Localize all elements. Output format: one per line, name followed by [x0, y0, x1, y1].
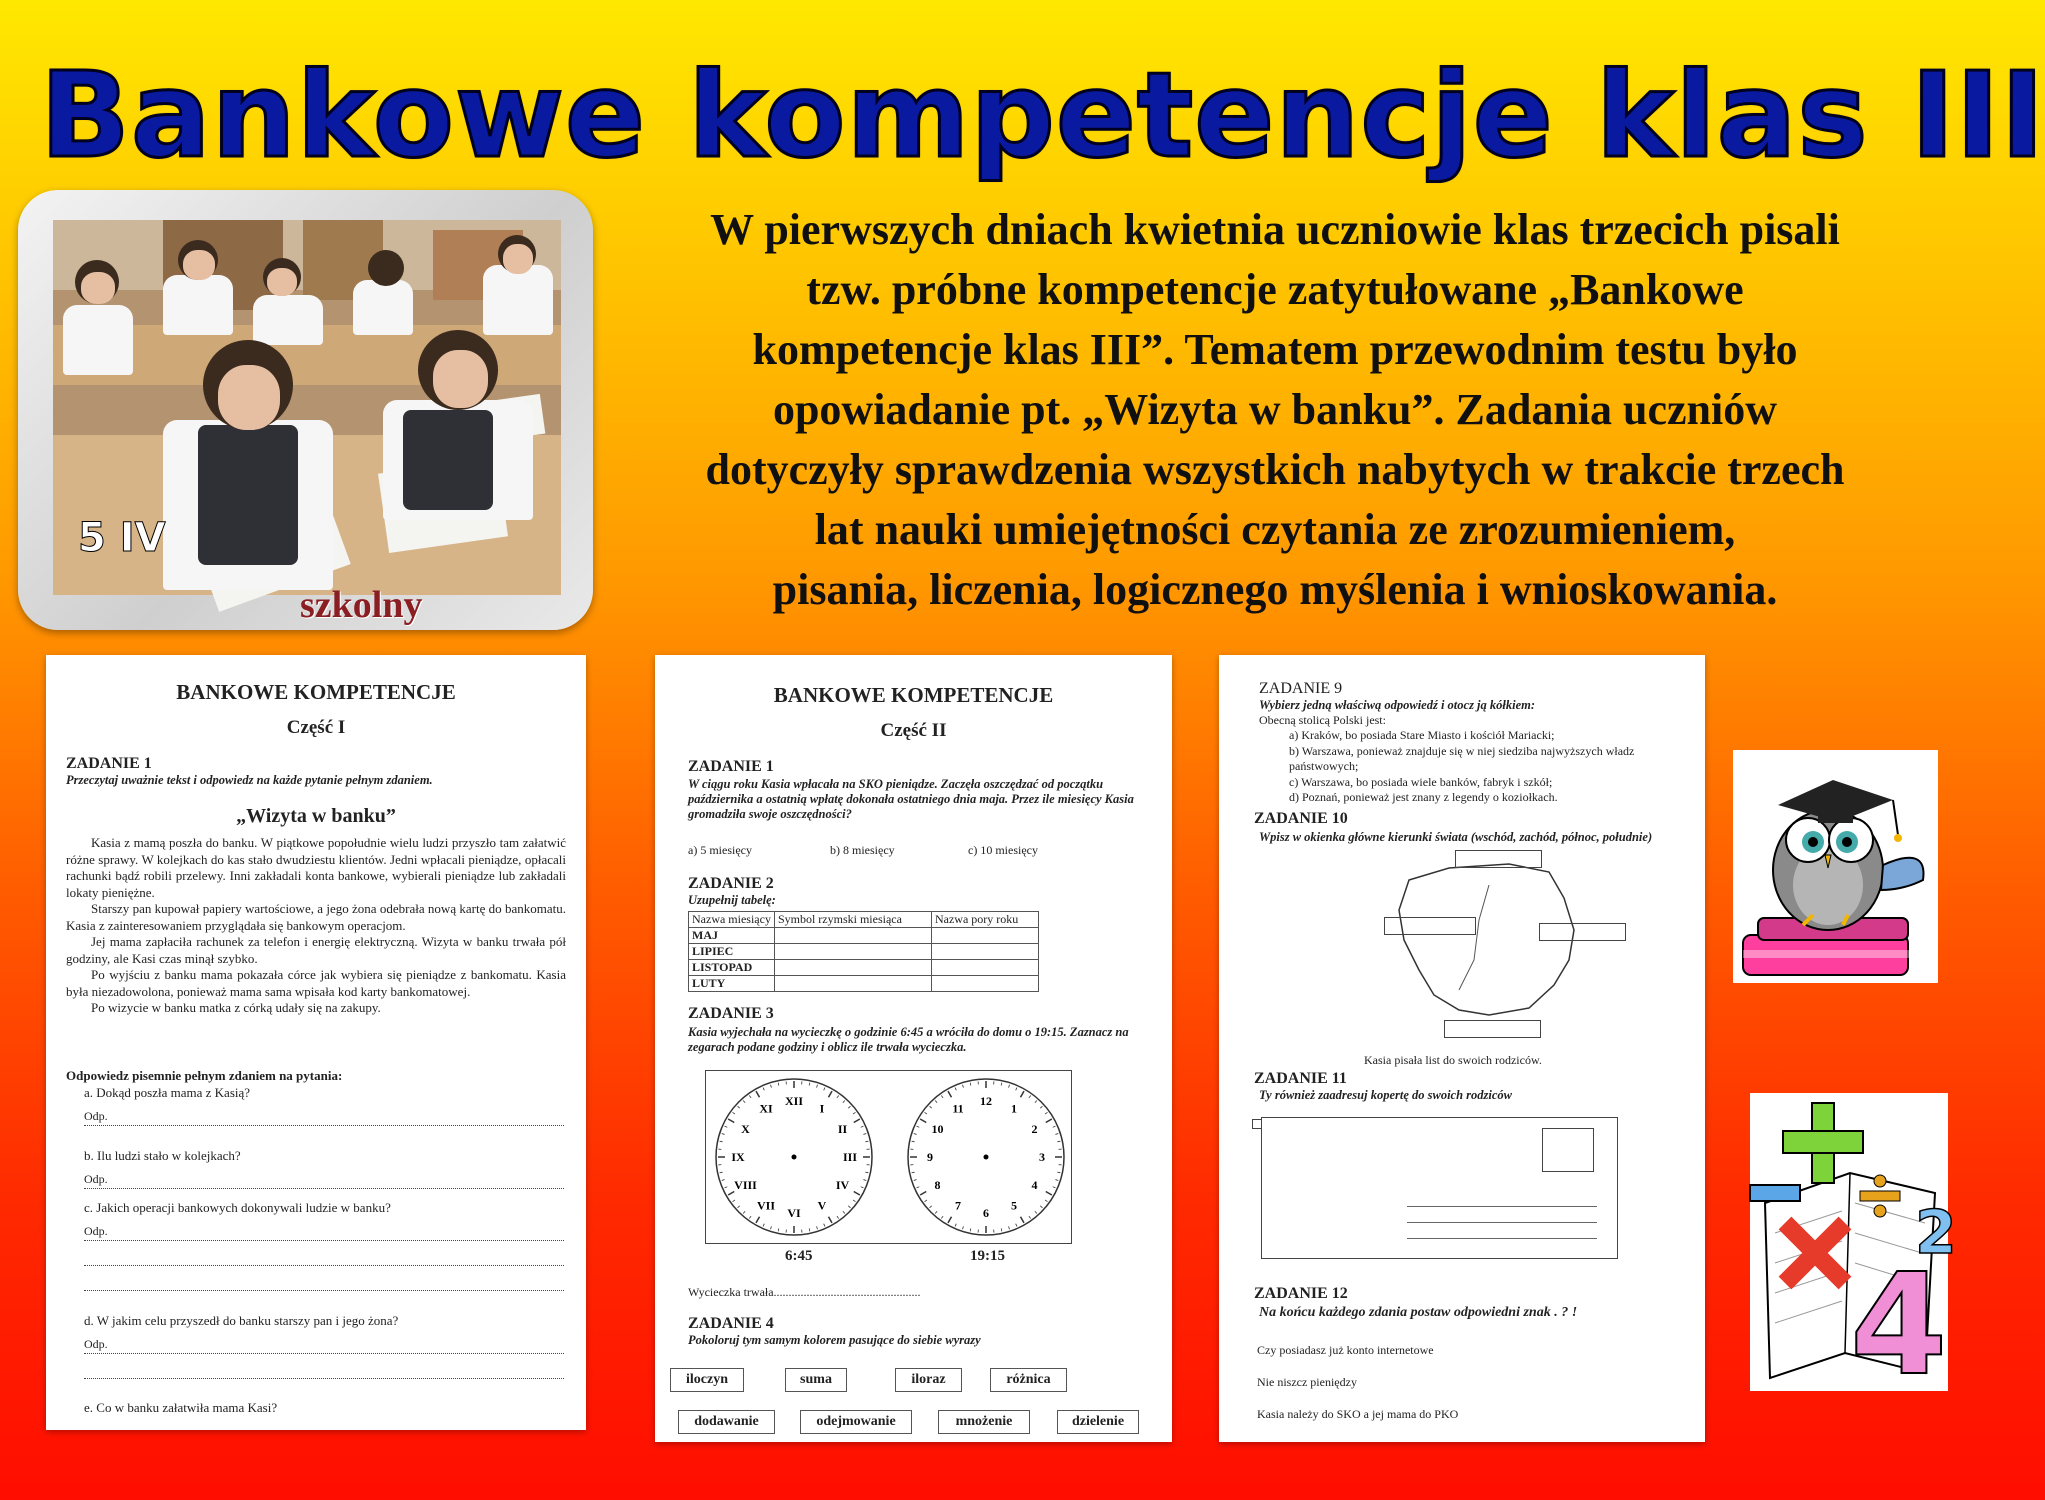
word-box[interactable]: dodawanie	[678, 1410, 775, 1434]
sheet-header: BANKOWE KOMPETENCJE	[176, 680, 456, 704]
answer-line-extra[interactable]	[84, 1249, 564, 1266]
clock-numeral: I	[819, 1101, 825, 1116]
option[interactable]: a) 5 miesięcy	[688, 843, 752, 857]
word-box[interactable]: odejmowanie	[800, 1410, 912, 1434]
duration-line[interactable]: Wycieczka trwała.................................................	[688, 1285, 921, 1299]
sheet-part: Część II	[880, 720, 947, 741]
clock-numeral: VIII	[734, 1178, 757, 1192]
story-paragraph: Po wizycie w banku matka z córką udały się na zakupy.	[91, 1000, 381, 1015]
table-row-label: LISTOPAD	[689, 960, 775, 976]
question-d	[84, 1313, 564, 1379]
address-line[interactable]	[1407, 1222, 1597, 1223]
option[interactable]: c) 10 miesięcy	[968, 843, 1038, 857]
direction-box-north[interactable]	[1455, 850, 1542, 868]
task-instruction: Pokoloruj tym samym kolorem pasujące do siebie wyrazy	[688, 1333, 981, 1347]
clock-numeral: 3	[1039, 1150, 1045, 1164]
task-heading: ZADANIE 4	[688, 1315, 774, 1332]
clock-numeral: VI	[787, 1206, 801, 1220]
direction-box-west[interactable]	[1384, 917, 1476, 935]
sheet-header: BANKOWE KOMPETENCJE	[773, 683, 1054, 707]
sentence[interactable]: Nie niszcz pieniędzy	[1257, 1375, 1357, 1389]
clock-time-label: 6:45	[785, 1248, 813, 1264]
word-box[interactable]: suma	[785, 1368, 847, 1392]
sheet-part: Część I	[286, 717, 346, 738]
clock-center	[792, 1155, 797, 1160]
clock-roman[interactable]	[716, 1079, 872, 1235]
task-instruction: Kasia wyjechała na wycieczkę o godzinie 6:45 a wróciła do domu o 19:15. Zaznacz na zegarach podane godziny i oblicz ile trwała wycieczka.	[688, 1025, 1129, 1054]
clocks-box	[705, 1070, 1072, 1244]
table-header: Symbol rzymski miesiąca	[774, 912, 931, 928]
map-caption: Kasia pisała list do swoich rodziców.	[1364, 1053, 1542, 1067]
direction-box-south[interactable]	[1444, 1020, 1541, 1038]
question-e: e. Co w banku załatwiła mama Kasi?	[84, 1400, 278, 1415]
intro-line: tzw. próbne kompetencje zatytułowane „Bankowe	[806, 265, 1744, 314]
address-line[interactable]	[1407, 1238, 1597, 1239]
answer-option[interactable]: c) Warszawa, bo posiada wiele banków, fabryk i szkół;	[1289, 774, 1553, 789]
clock-numeral: XI	[759, 1101, 773, 1116]
table-header: Nazwa pory roku	[931, 912, 1038, 928]
answer-option[interactable]: b) Warszawa, ponieważ znajduje się w niej siedziba najwyższych władz państwowych;	[1289, 743, 1635, 773]
table-cell[interactable]	[774, 944, 931, 960]
clock-numeral: 6	[983, 1206, 989, 1220]
answer-line[interactable]: Odp.	[84, 1337, 564, 1354]
clock-numeral: 4	[1031, 1178, 1038, 1192]
word-box[interactable]: różnica	[990, 1368, 1067, 1392]
answer-line[interactable]: Odp.	[84, 1172, 564, 1189]
task-instruction: W ciągu roku Kasia wpłacała na SKO pieniądze. Zaczęła oszczędzać od początku października a ostatnią wpłatę dokonała ostatniego dnia maja. Przez ile miesięcy Kasia gromadziła swoje oszczędności?	[688, 777, 1134, 821]
word-box[interactable]: dzielenie	[1057, 1410, 1139, 1434]
clock-numeral: V	[817, 1198, 827, 1213]
photo-caption: szkolny	[300, 584, 423, 626]
question-text: Obecną stolicą Polski jest:	[1259, 713, 1386, 727]
task-instruction: Uzupełnij tabelę:	[688, 893, 776, 907]
question-a	[84, 1085, 564, 1126]
answer-option[interactable]: a) Kraków, bo posiada Stare Miasto i kościół Mariacki;	[1289, 728, 1555, 742]
task-instruction: Ty również zaadresuj kopertę do swoich rodziców	[1259, 1088, 1513, 1102]
digit-four-glyph: 4	[1850, 1244, 1948, 1407]
answer-line[interactable]: Odp.	[84, 1224, 564, 1241]
table-row-label: LUTY	[689, 976, 775, 992]
intro-line: pisania, liczenia, logicznego myślenia i wnioskowania.	[772, 565, 1778, 614]
clock-arabic[interactable]	[908, 1079, 1064, 1235]
clock-center	[984, 1155, 989, 1160]
envelope-corner-box	[1252, 1119, 1262, 1129]
intro-line: dotyczyły sprawdzenia wszystkich nabytych w trakcie trzech	[705, 445, 1845, 494]
word-box[interactable]: iloraz	[895, 1368, 962, 1392]
worksheet-part-1	[46, 655, 586, 1430]
intro-line: W pierwszych dniach kwietnia uczniowie klas trzecich pisali	[710, 205, 1840, 254]
task-heading: ZADANIE 1	[66, 755, 152, 772]
question-text: d. W jakim celu przyszedł do banku starszy pan i jego żona?	[84, 1313, 399, 1328]
table-cell[interactable]	[774, 960, 931, 976]
clock-numeral: VII	[756, 1198, 776, 1213]
question-text: a. Dokąd poszła mama z Kasią?	[84, 1085, 251, 1100]
table-row-label: LIPIEC	[689, 944, 775, 960]
questions-header: Odpowiedz pisemnie pełnym zdaniem na pytania:	[66, 1068, 343, 1083]
clock-numeral: 9	[927, 1150, 933, 1164]
direction-box-east[interactable]	[1539, 923, 1626, 941]
table-header: Nazwa miesiący	[689, 912, 775, 928]
option[interactable]: b) 8 miesięcy	[830, 843, 895, 857]
clock-numeral: 7	[955, 1198, 961, 1213]
exponent-two-glyph: 2	[1915, 1198, 1957, 1268]
answer-line-extra[interactable]	[84, 1274, 564, 1291]
word-box[interactable]: mnożenie	[938, 1410, 1030, 1434]
sentence[interactable]: Kasia należy do SKO a jej mama do PKO	[1257, 1407, 1459, 1421]
clock-numeral: IX	[731, 1150, 745, 1164]
months-table	[688, 911, 1039, 992]
table-cell[interactable]	[931, 960, 1038, 976]
task-instruction: Na końcu każdego zdania postaw odpowiedni znak . ? !	[1259, 1305, 1578, 1320]
clock-numeral: 8	[934, 1178, 941, 1192]
question-b	[84, 1148, 564, 1189]
clocks-svg	[706, 1071, 1071, 1243]
sentence[interactable]: Czy posiadasz już konto internetowe	[1257, 1343, 1434, 1357]
intro-paragraph	[610, 200, 1940, 620]
clock-numeral: XII	[784, 1094, 804, 1108]
task-instruction: Przeczytaj uważnie tekst i odpowiedz na każde pytanie pełnym zdaniem.	[66, 773, 433, 787]
answer-options	[1289, 728, 1699, 806]
task-instruction: Wybierz jedną właściwą odpowiedź i otocz ją kółkiem:	[1259, 698, 1536, 712]
photo-class-code: 5 IV	[78, 515, 166, 561]
clock-numeral: 1	[1011, 1101, 1017, 1116]
owl-clipart	[1733, 750, 1938, 983]
task-heading: ZADANIE 2	[688, 875, 774, 892]
math-book-icon	[1750, 1093, 1957, 1407]
clock-numeral: III	[842, 1150, 858, 1164]
intro-line: opowiadanie pt. „Wizyta w banku”. Zadania uczniów	[772, 385, 1778, 434]
table-cell[interactable]	[774, 928, 931, 944]
question-c	[84, 1200, 564, 1291]
table-row-label: MAJ	[689, 928, 775, 944]
page-title: Bankowe kompetencje klas III	[40, 46, 2045, 184]
table-cell[interactable]	[931, 928, 1038, 944]
answer-line-extra[interactable]	[84, 1362, 564, 1379]
answer-option[interactable]: d) Poznań, ponieważ jest znany z legendy o koziołkach.	[1289, 790, 1558, 804]
math-clipart	[1750, 1093, 1957, 1407]
clock-numeral: X	[741, 1122, 750, 1136]
clock-time-label: 19:15	[970, 1248, 1005, 1264]
worksheet-part-3	[1219, 655, 1705, 1442]
clock-numeral: 5	[1011, 1198, 1017, 1213]
question-text: b. Ilu ludzi stało w kolejkach?	[84, 1148, 241, 1163]
table-cell[interactable]	[931, 976, 1038, 992]
stamp-box[interactable]	[1542, 1128, 1594, 1172]
intro-line: lat nauki umiejętności czytania ze zrozumieniem,	[814, 505, 1736, 554]
clock-numeral: II	[837, 1122, 848, 1136]
clock-numeral: 2	[1031, 1122, 1038, 1136]
address-line[interactable]	[1407, 1206, 1597, 1207]
task-heading: ZADANIE 9	[1259, 680, 1343, 697]
question-text: c. Jakich operacji bankowych dokonywali ludzie w banku?	[84, 1200, 391, 1215]
word-box[interactable]: iloczyn	[670, 1368, 744, 1392]
task-heading: ZADANIE 12	[1254, 1285, 1348, 1302]
story-title: „Wizyta w banku”	[236, 805, 396, 827]
intro-line: kompetencje klas III”. Tematem przewodnim testu było	[752, 325, 1798, 374]
story-paragraph: Jej mama zapłaciła rachunek za telefon i energię elektryczną. Wizyta w banku trwała pół godziny, ale Kasi czas minął szybko.	[66, 934, 566, 966]
task-heading: ZADANIE 3	[688, 1005, 774, 1022]
story-paragraph: Kasia z mamą poszła do banku. W piątkowe popołudnie wielu ludzi przyszło tam załatwić różne sprawy. W kolejkach do kas stało dwudziestu klientów. Jedni wpłacali pieniądze, opłacali rachunki bądź robili przelewy. Inni zakładali konta bankowe, wybierali pieniądze lub zakładali lokaty pieniężne.	[66, 835, 566, 900]
story-text	[66, 835, 566, 1017]
answer-line[interactable]: Odp.	[84, 1109, 564, 1126]
task-heading: ZADANIE 11	[1254, 1070, 1347, 1087]
task-heading: ZADANIE 10	[1254, 810, 1348, 827]
owl-icon	[1733, 750, 1938, 983]
table-cell[interactable]	[774, 976, 931, 992]
table-cell[interactable]	[931, 944, 1038, 960]
clock-numeral: IV	[835, 1178, 850, 1192]
story-paragraph: Po wyjściu z banku mama pokazała córce jak wybiera się pieniądze z bankomatu. Kasia była niezadowolona, ponieważ mama sama wpisała kod karty bankomatowej.	[66, 967, 566, 999]
story-paragraph: Starszy pan kupował papiery wartościowe, a jego żona odebrała nową kartę do bankomatu. Kasia z zainteresowaniem przyglądała się bankowym operacjom.	[66, 901, 566, 933]
class-photo-frame	[18, 190, 593, 630]
task-heading: ZADANIE 1	[688, 758, 774, 775]
worksheet-part-2	[655, 655, 1172, 1442]
clock-numeral: 11	[952, 1101, 964, 1116]
clock-numeral: 12	[980, 1094, 992, 1108]
envelope	[1261, 1117, 1618, 1259]
task-instruction: Wpisz w okienka główne kierunki świata (wschód, zachód, północ, południe)	[1259, 830, 1653, 844]
clock-numeral: 10	[931, 1122, 944, 1136]
